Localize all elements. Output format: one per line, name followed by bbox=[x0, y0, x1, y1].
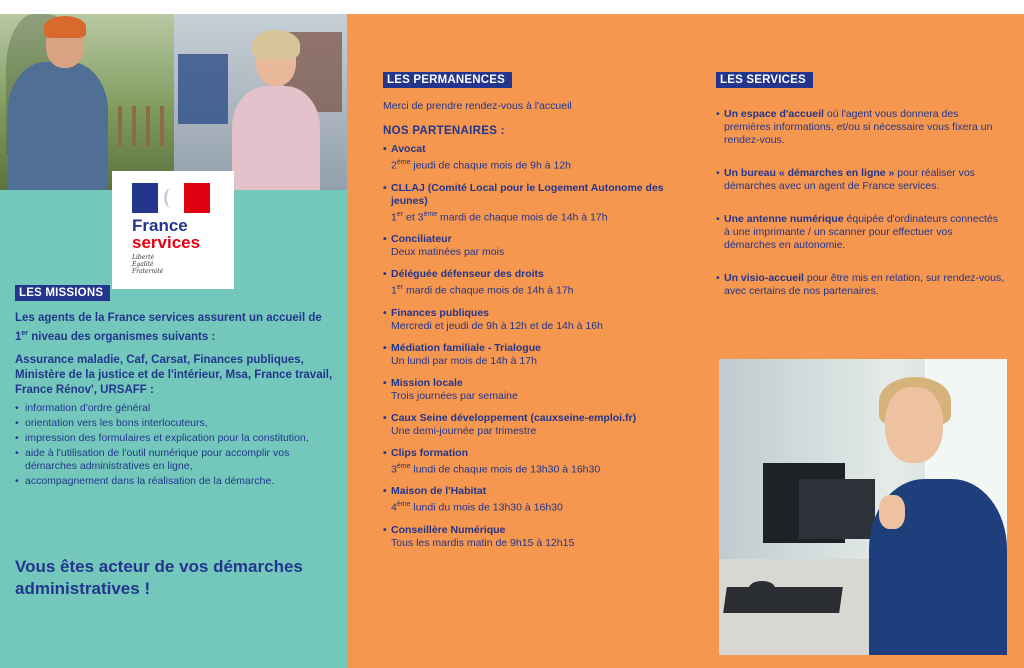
partner-item: • Conseillère Numérique Tous les mardis matin de 9h15 à 12h15 bbox=[383, 524, 683, 550]
list-item: • accompagnement dans la réalisation de la démarche. bbox=[15, 475, 337, 488]
services-section bbox=[716, 70, 1006, 298]
missions-section bbox=[15, 283, 337, 490]
logo-motto: Liberté Égalité Fraternité bbox=[132, 254, 164, 275]
permanences-text: Merci de prendre rendez-vous à l'accueil bbox=[383, 100, 572, 112]
partners-heading: NOS PARTENAIRES : bbox=[383, 125, 505, 137]
partner-item: • Déléguée défenseur des droits 1er mardi de chaque mois de 14h à 17h bbox=[383, 268, 683, 298]
logo-text-france: France bbox=[132, 216, 188, 235]
partner-item: • CLLAJ (Comité Local pour le Logement Autonome des jeunes) 1er et 3ème mardi de chaque mois de 14h à 17h bbox=[383, 182, 683, 225]
photo-young-man bbox=[0, 14, 174, 190]
marianne-flag-icon bbox=[132, 183, 210, 213]
permanences-section bbox=[383, 70, 683, 550]
missions-list bbox=[15, 402, 337, 488]
slogan: Vous êtes acteur de vos démarches administratives ! bbox=[15, 557, 303, 598]
partner-item: • Maison de l'Habitat 4ème lundi du mois de 13h30 à 16h30 bbox=[383, 485, 683, 515]
logo-text-services: services bbox=[132, 233, 201, 252]
list-item: • aide à l'utilisation de l'outil numérique pour accomplir vos démarches administratives en ligne, bbox=[15, 447, 337, 473]
partner-item: • Médiation familiale - Trialogue Un lundi par mois de 14h à 17h bbox=[383, 342, 683, 368]
partner-item: • Caux Seine développement (cauxseine-emploi.fr) Une demi-journée par trimestre bbox=[383, 412, 683, 438]
missions-organisations: Assurance maladie, Caf, Carsat, Finances publiques, Ministère de la justice et de l'intérieur, Msa, France travail, France Rénov', URSAFF : bbox=[15, 353, 333, 396]
partner-item: • Finances publiques Mercredi et jeudi de 9h à 12h et de 14h à 16h bbox=[383, 307, 683, 333]
service-item: • Un espace d'accueil où l'agent vous donnera des premières informations, et/ou si nécessaire vous fixera un rendez-vous. bbox=[716, 108, 1006, 147]
info-panel bbox=[347, 14, 1024, 668]
partner-item: • Clips formation 3ème lundi de chaque mois de 13h30 à 16h30 bbox=[383, 447, 683, 477]
photo-agent-computer bbox=[719, 359, 1007, 655]
partner-item: • Avocat 2ème jeudi de chaque mois de 9h à 12h bbox=[383, 143, 683, 173]
list-item: • impression des formulaires et explication pour la constitution, bbox=[15, 432, 337, 445]
photo-agent-woman bbox=[174, 14, 347, 190]
permanences-heading: LES PERMANENCES bbox=[383, 72, 512, 88]
missions-intro: Les agents de la France services assurent un accueil de 1er niveau des organismes suivants : bbox=[15, 312, 322, 343]
list-item: • information d'ordre général bbox=[15, 402, 337, 415]
service-item: • Une antenne numérique équipée d'ordinateurs connectés à une imprimante / un scanner pour effectuer vos démarches en autonomie. bbox=[716, 213, 1006, 252]
service-item: • Un bureau « démarches en ligne » pour réaliser vos démarches avec un agent de France services. bbox=[716, 167, 1006, 193]
services-heading: LES SERVICES bbox=[716, 72, 813, 88]
france-services-logo bbox=[112, 171, 234, 289]
list-item: • orientation vers les bons interlocuteurs, bbox=[15, 417, 337, 430]
partner-item: • Conciliateur Deux matinées par mois bbox=[383, 233, 683, 259]
missions-heading: LES MISSIONS bbox=[15, 285, 110, 301]
service-item: • Un visio-accueil pour être mis en relation, sur rendez-vous, avec certains de nos partenaires. bbox=[716, 272, 1006, 298]
partner-item: • Mission locale Trois journées par semaine bbox=[383, 377, 683, 403]
header-photos bbox=[0, 14, 347, 190]
